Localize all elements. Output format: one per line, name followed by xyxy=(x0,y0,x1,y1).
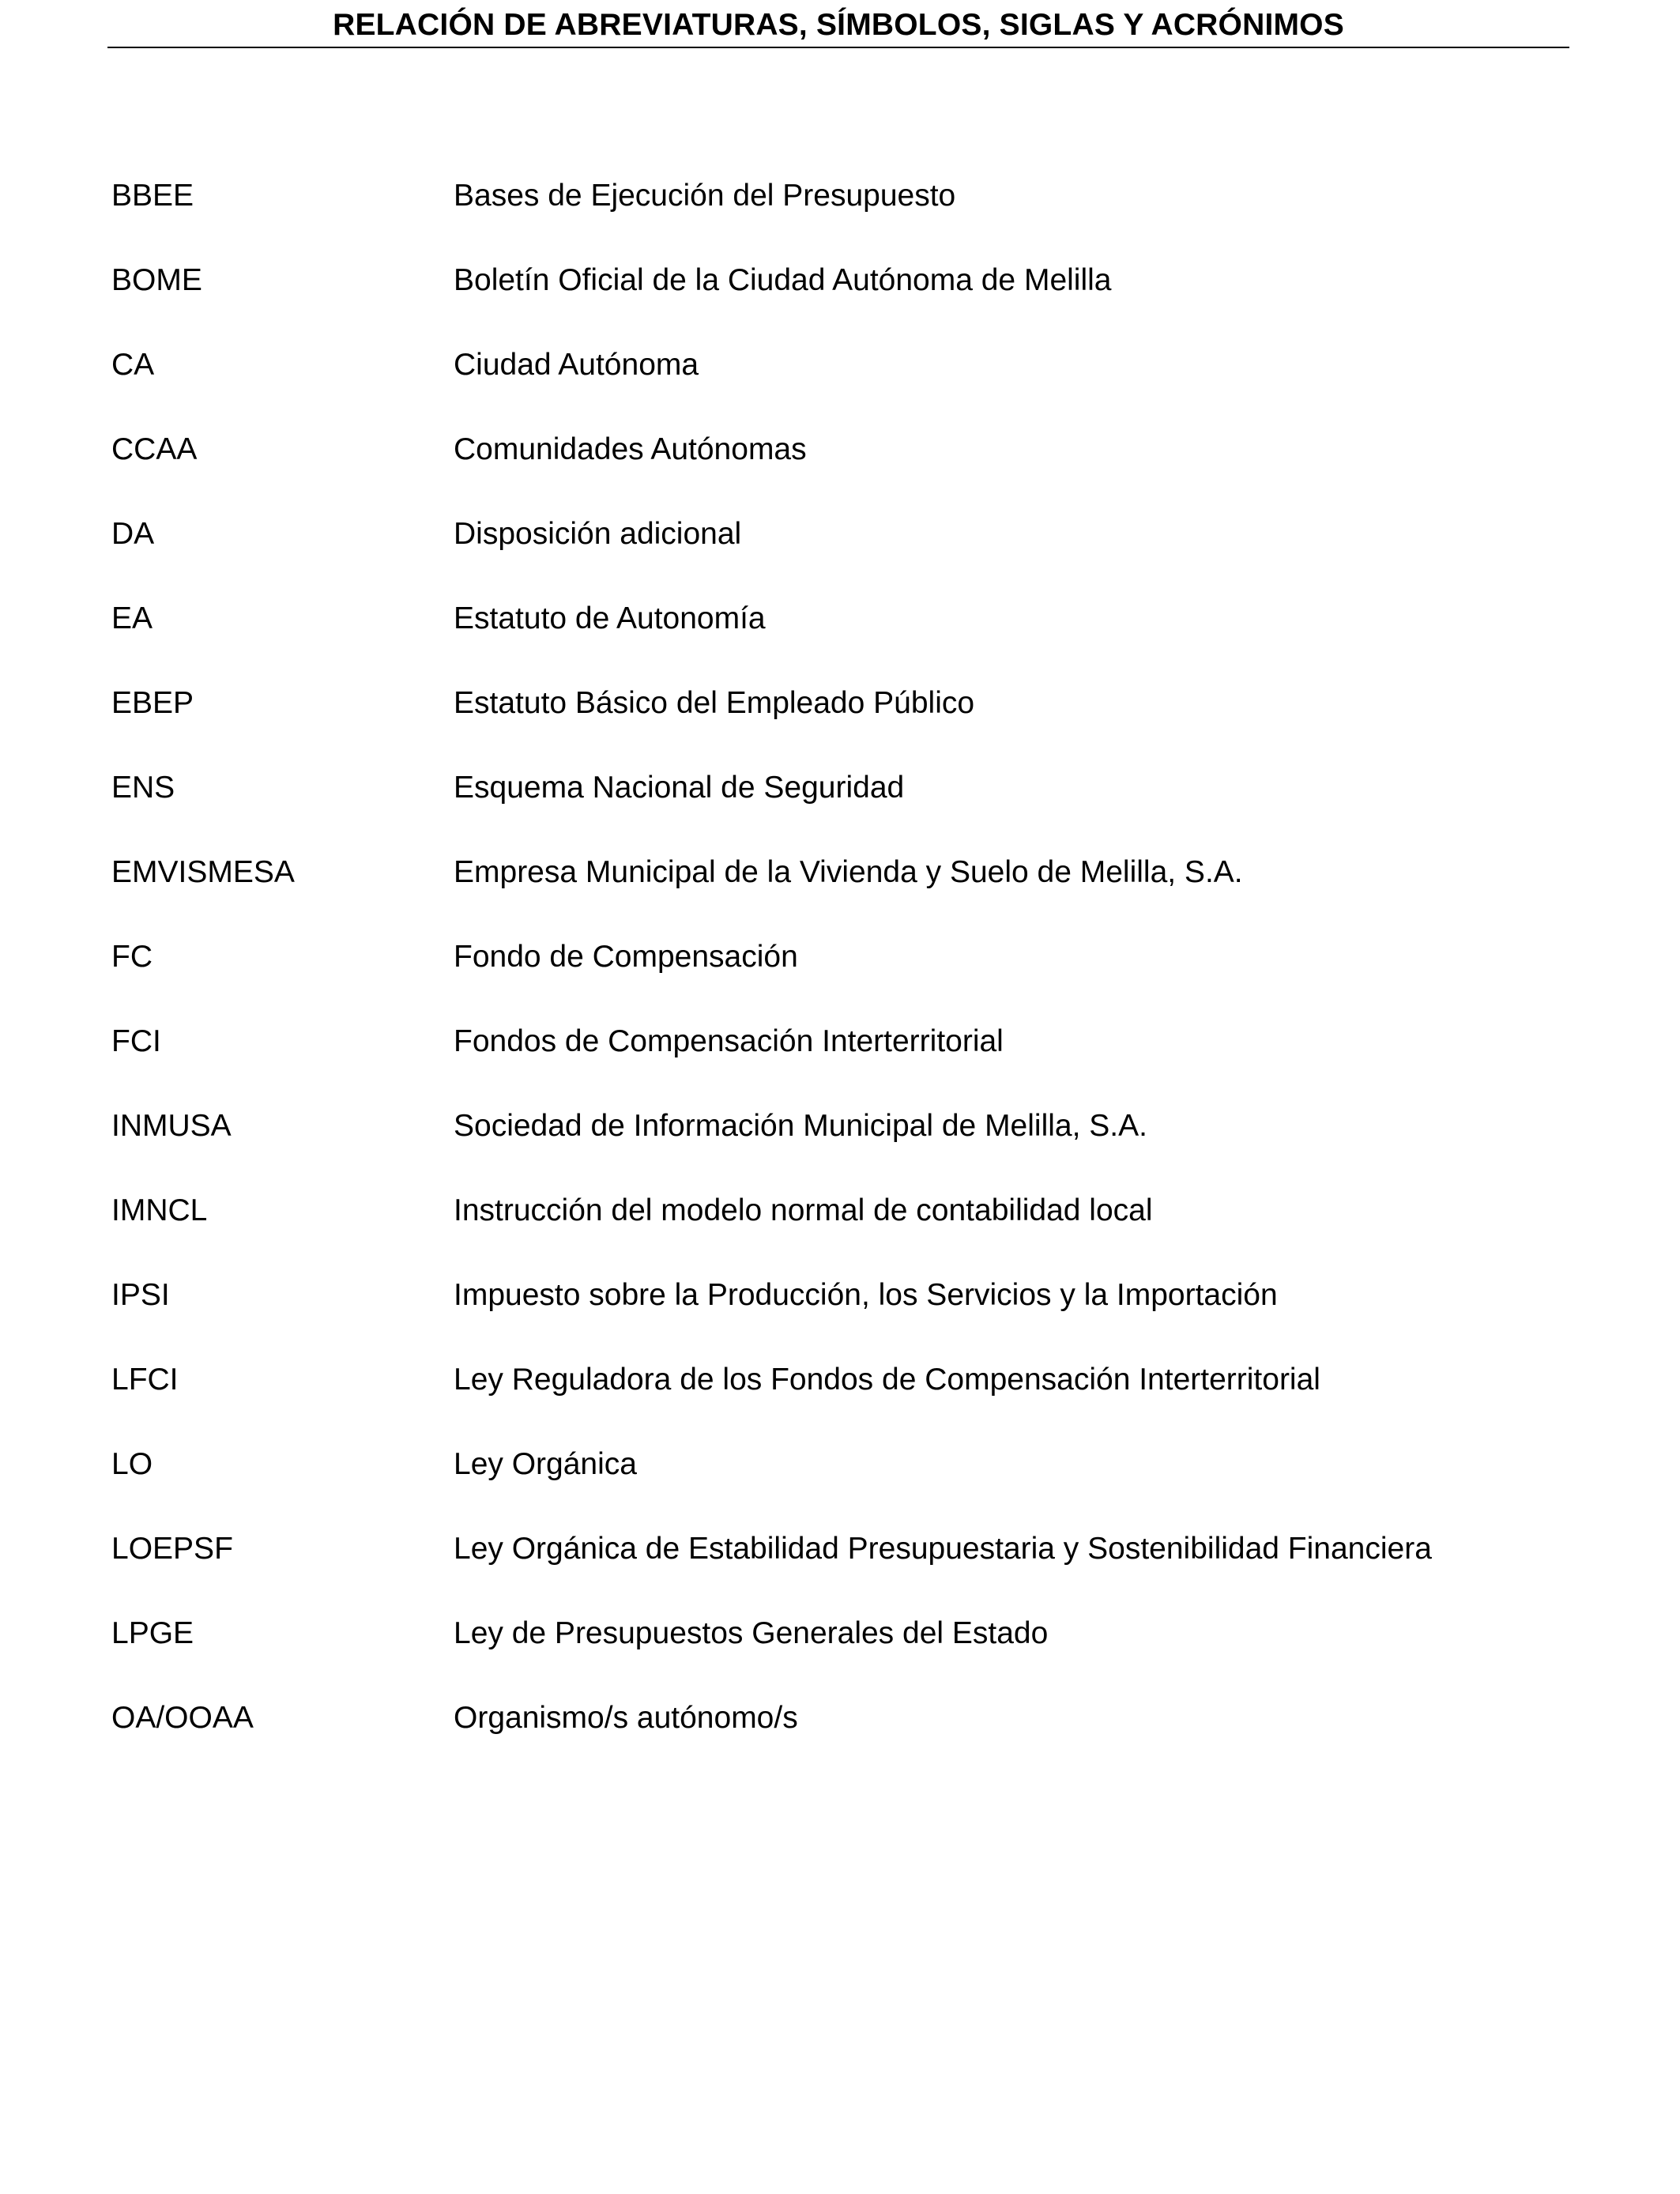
abbreviation-row xyxy=(0,341,1680,389)
abbreviation-code: IMNCL xyxy=(111,1193,208,1227)
abbreviation-meaning: Esquema Nacional de Seguridad xyxy=(454,771,905,805)
abbreviation-meaning: Estatuto de Autonomía xyxy=(454,601,766,635)
abbreviation-meaning: Disposición adicional xyxy=(454,517,742,551)
abbreviation-row xyxy=(0,595,1680,643)
title-underline xyxy=(107,47,1569,48)
abbreviation-row xyxy=(0,1103,1680,1150)
abbreviation-row xyxy=(0,1272,1680,1319)
abbreviation-row xyxy=(0,257,1680,304)
abbreviation-row xyxy=(0,1525,1680,1573)
abbreviation-row xyxy=(0,849,1680,896)
abbreviation-row xyxy=(0,426,1680,473)
abbreviation-meaning: Boletín Oficial de la Ciudad Autónoma de Melilla xyxy=(454,263,1112,297)
abbreviation-code: INMUSA xyxy=(111,1109,232,1143)
abbreviation-row xyxy=(0,1356,1680,1404)
abbreviation-code: EBEP xyxy=(111,686,194,720)
abbreviation-row xyxy=(0,1187,1680,1235)
abbreviation-row xyxy=(0,1441,1680,1488)
abbreviation-code: DA xyxy=(111,517,155,551)
abbreviation-meaning: Empresa Municipal de la Vivienda y Suelo de Melilla, S.A. xyxy=(454,855,1243,889)
abbreviation-code: FC xyxy=(111,940,153,974)
abbreviation-row xyxy=(0,1018,1680,1065)
page-title: RELACIÓN DE ABREVIATURAS, SÍMBOLOS, SIGLAS Y ACRÓNIMOS xyxy=(333,8,1344,42)
abbreviation-meaning: Ley de Presupuestos Generales del Estado xyxy=(454,1616,1049,1650)
abbreviation-row xyxy=(0,764,1680,812)
abbreviation-code: OA/OOAA xyxy=(111,1701,254,1735)
abbreviation-code: EMVISMESA xyxy=(111,855,295,889)
abbreviation-row xyxy=(0,172,1680,220)
abbreviation-meaning: Fondos de Compensación Interterritorial xyxy=(454,1024,1004,1058)
abbreviation-code: LFCI xyxy=(111,1363,179,1397)
abbreviation-row xyxy=(0,680,1680,727)
abbreviation-code: CA xyxy=(111,348,155,382)
abbreviation-code: ENS xyxy=(111,771,175,805)
abbreviation-row xyxy=(0,1695,1680,1742)
abbreviation-meaning: Ley Reguladora de los Fondos de Compensación Interterritorial xyxy=(454,1363,1320,1397)
abbreviation-code: CCAA xyxy=(111,432,198,466)
abbreviation-code: BOME xyxy=(111,263,202,297)
abbreviation-row xyxy=(0,1610,1680,1657)
abbreviation-meaning: Fondo de Compensación xyxy=(454,940,798,974)
abbreviation-code: LOEPSF xyxy=(111,1532,233,1566)
abbreviation-code: LPGE xyxy=(111,1616,194,1650)
abbreviation-code: EA xyxy=(111,601,153,635)
abbreviation-meaning: Bases de Ejecución del Presupuesto xyxy=(454,179,956,213)
abbreviation-code: FCI xyxy=(111,1024,161,1058)
abbreviation-code: BBEE xyxy=(111,179,194,213)
abbreviation-meaning: Comunidades Autónomas xyxy=(454,432,807,466)
abbreviation-meaning: Instrucción del modelo normal de contabilidad local xyxy=(454,1193,1153,1227)
abbreviation-meaning: Ciudad Autónoma xyxy=(454,348,699,382)
abbreviation-row xyxy=(0,933,1680,981)
abbreviation-meaning: Ley Orgánica xyxy=(454,1447,637,1481)
abbreviation-meaning: Sociedad de Información Municipal de Melilla, S.A. xyxy=(454,1109,1147,1143)
abbreviation-meaning: Impuesto sobre la Producción, los Servicios y la Importación xyxy=(454,1278,1278,1312)
abbreviation-code: LO xyxy=(111,1447,153,1481)
abbreviation-meaning: Estatuto Básico del Empleado Público xyxy=(454,686,975,720)
abbreviation-meaning: Organismo/s autónomo/s xyxy=(454,1701,798,1735)
abbreviation-code: IPSI xyxy=(111,1278,170,1312)
abbreviation-row xyxy=(0,511,1680,558)
abbreviation-meaning: Ley Orgánica de Estabilidad Presupuestaria y Sostenibilidad Financiera xyxy=(454,1532,1432,1566)
